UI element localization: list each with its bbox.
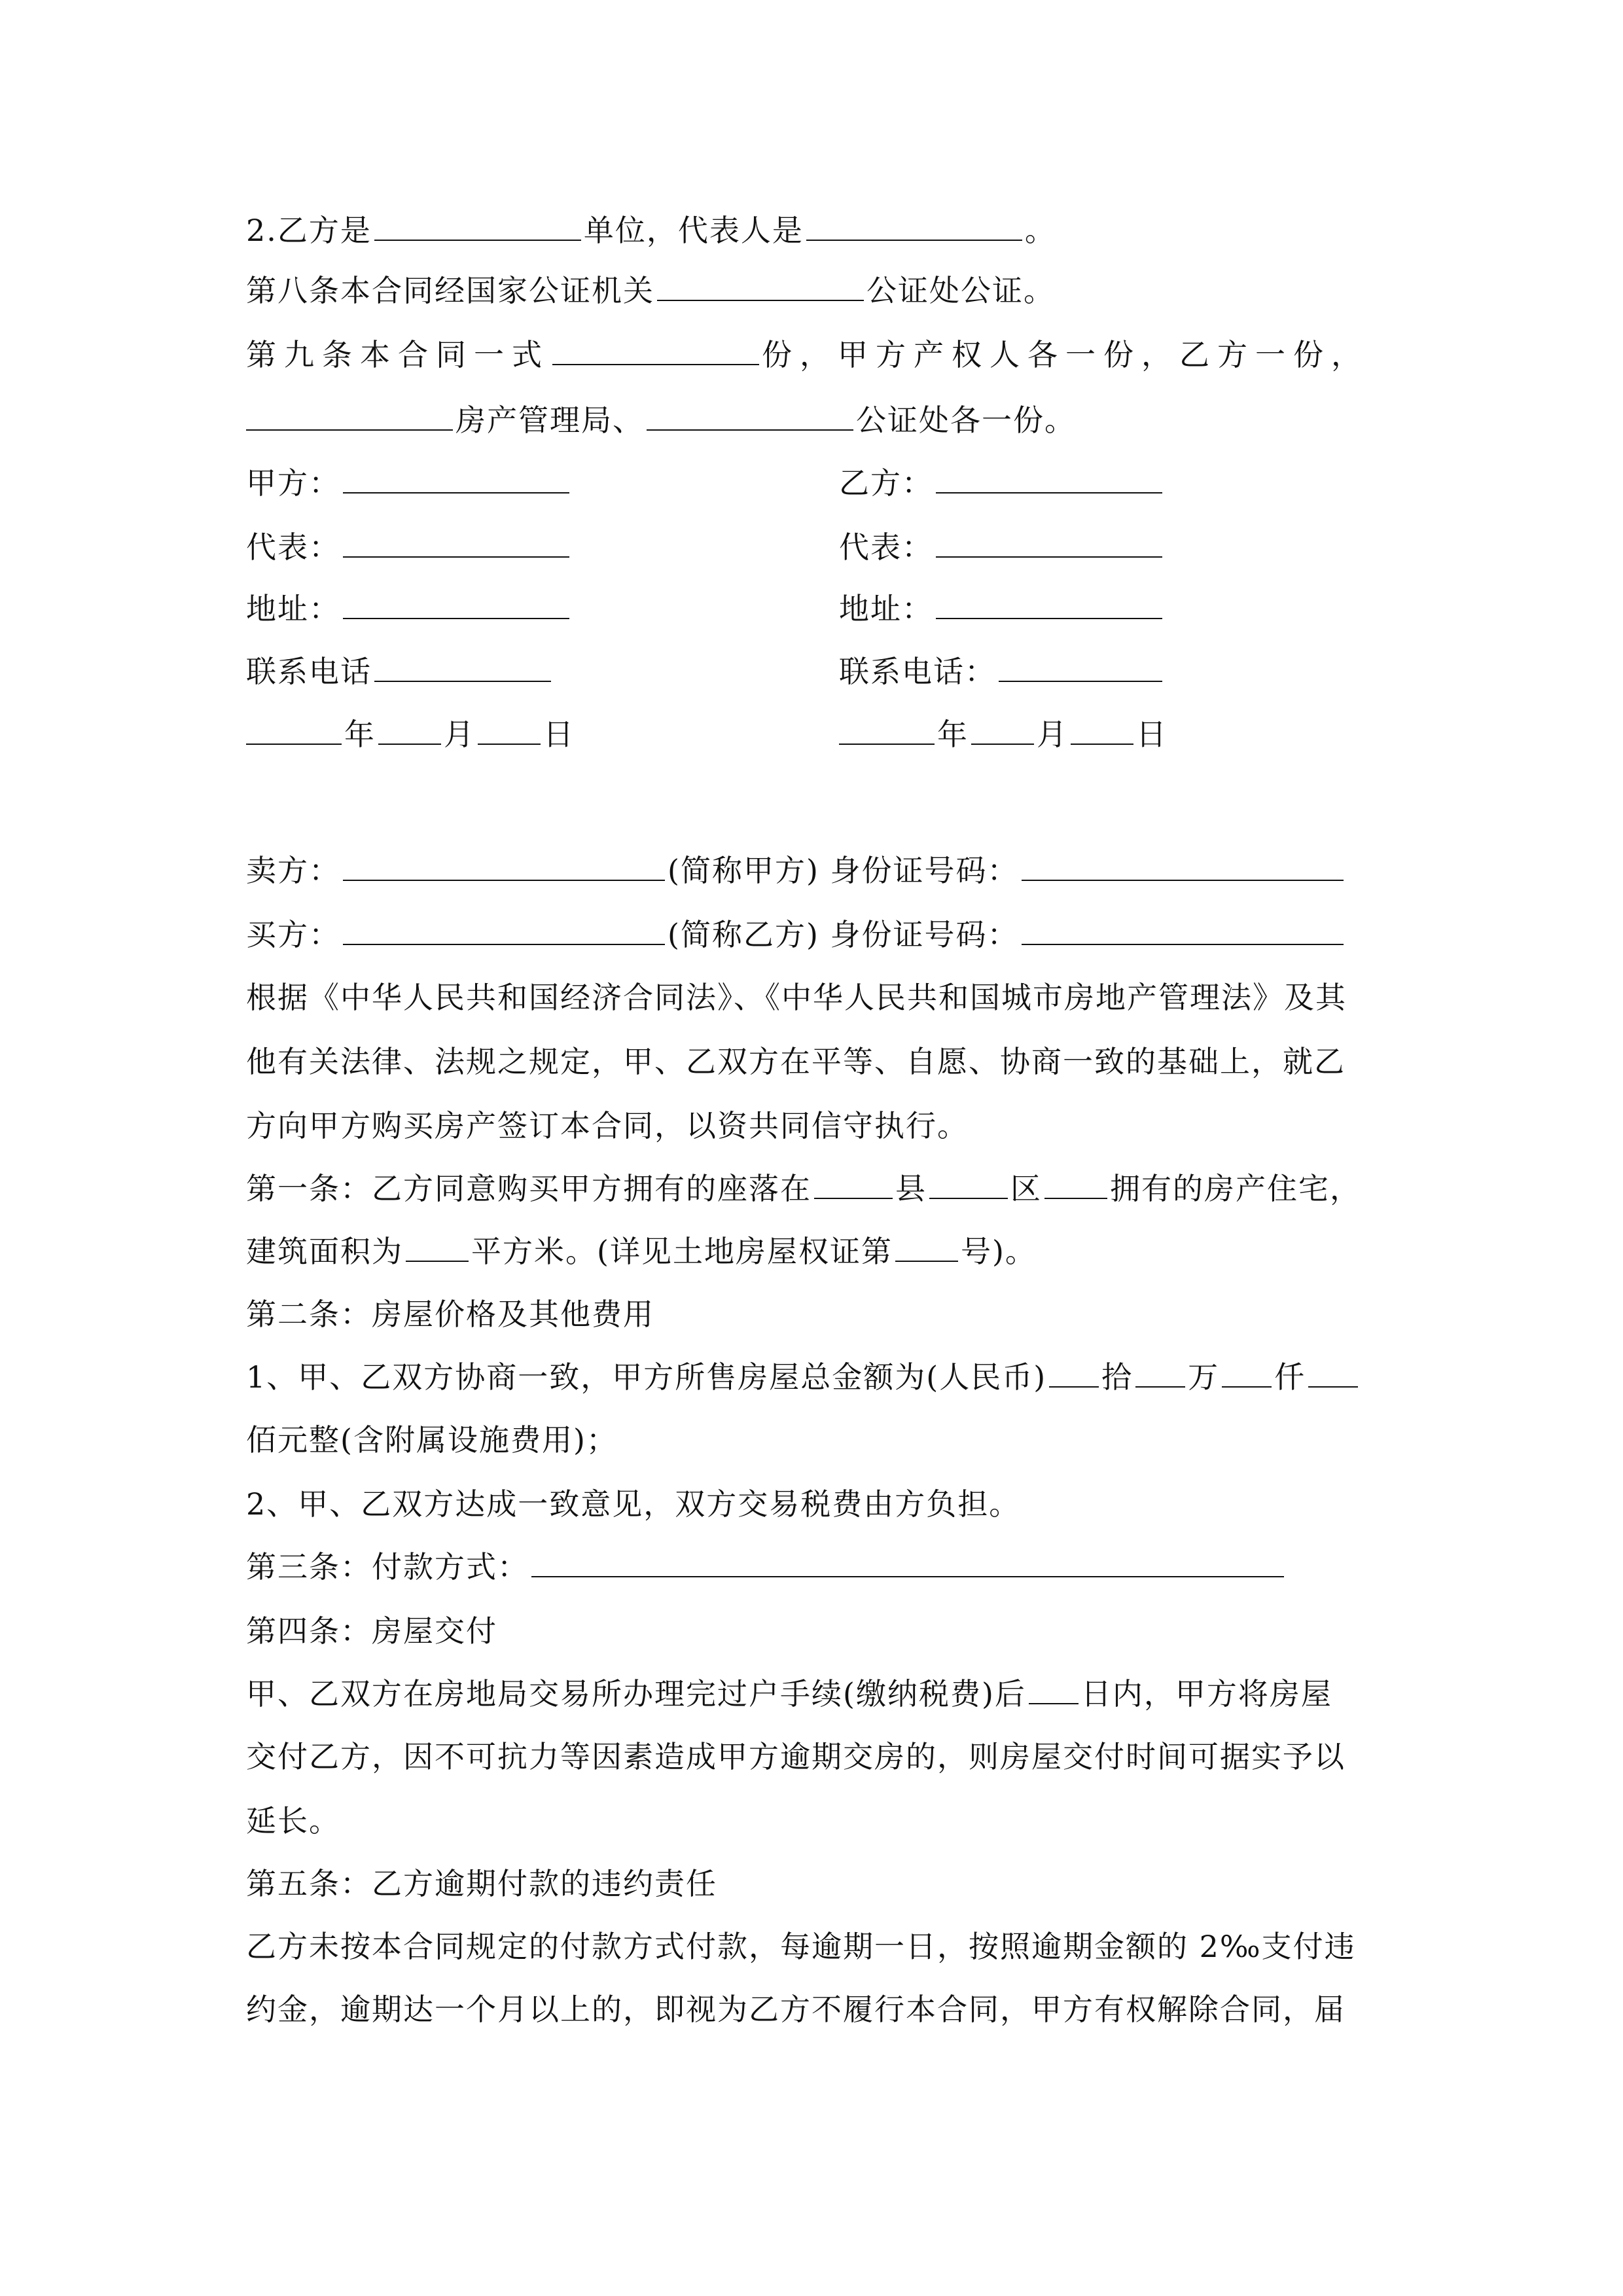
notary-office-text: 公证处各一份。 [856, 403, 1076, 438]
buyer-label: 买方： [246, 917, 340, 952]
article-8-text: 第八条本合同经国家公证机关 [246, 273, 654, 308]
sig-addr-b-label: 地址： [839, 591, 933, 626]
date-a-year-label: 年 [344, 717, 376, 752]
sig-addr-b-blank [936, 589, 1162, 619]
article-5-line-2: 约金，逾期达一个月以上的，即视为乙方不履行本合同，甲方有权解除合同，届 [246, 1992, 1346, 2027]
sig-tel-a-label: 联系电话 [246, 654, 372, 689]
date-a-month-label: 月 [444, 717, 475, 752]
article-8-line [246, 271, 1055, 310]
article-1-line-1 [246, 1169, 1361, 1208]
sig-party-b-label: 乙方： [839, 465, 933, 501]
buyer-line [246, 915, 1346, 954]
housing-bureau-blank [246, 401, 453, 431]
date-b-month-blank [971, 715, 1034, 745]
seller-id-blank [1022, 851, 1344, 881]
sig-addr-a-label: 地址： [246, 591, 340, 626]
article-9-text: 第九条本合同一式 [246, 337, 550, 372]
notary-blank [657, 271, 864, 301]
sig-party-a-label: 甲方： [246, 465, 340, 501]
delivery-text-end: 日内，甲方将房屋 [1080, 1676, 1332, 1712]
date-a-day-label: 日 [543, 717, 575, 752]
date-b-day-blank [1071, 715, 1133, 745]
sig-rep-a-blank [343, 528, 569, 558]
seller-abbr: (简称甲方) [668, 853, 819, 888]
price-bai-blank [1308, 1357, 1358, 1388]
article-4-line-3: 延长。 [246, 1803, 340, 1839]
price-shi-label: 拾 [1101, 1359, 1133, 1395]
intro-line-3: 方向甲方购买房产签订本合同，以资共同信守执行。 [246, 1108, 969, 1143]
sig-rep-line [246, 528, 933, 567]
article-2-2: 2、甲、乙双方达成一致意见，双方交易税费由方负担。 [246, 1486, 1021, 1522]
party-b-rep-label: 单位，代表人是 [583, 213, 804, 248]
seller-label: 卖方： [246, 853, 340, 888]
sig-party-b-blank [936, 463, 1162, 493]
copies-blank [552, 335, 759, 365]
price-qian-label: 仟 [1274, 1359, 1306, 1395]
price-qian-blank [1222, 1357, 1272, 1388]
date-a-day-blank [478, 715, 541, 745]
party-b-unit-label: 2.乙方是 [246, 213, 372, 248]
sig-tel-line [246, 652, 996, 691]
article-2-1-line-2: 佰元整(含附属设施费用)； [246, 1422, 618, 1458]
article-5-line-1: 乙方未按本合同规定的付款方式付款，每逾期一日，按照逾期金额的 2‰支付违 [246, 1929, 1356, 1964]
article-9-cont-line [246, 401, 1076, 440]
buyer-name-blank [343, 915, 665, 945]
area-label: 建筑面积为 [246, 1234, 403, 1269]
price-text: 1、甲、乙双方协商一致，甲方所售房屋总金额为(人民币) [246, 1359, 1047, 1395]
payment-method-label: 第三条：付款方式： [246, 1549, 529, 1585]
date-a-month-blank [378, 715, 441, 745]
price-shi-blank [1049, 1357, 1099, 1388]
date-a-year-blank [246, 715, 342, 745]
date-b-day-label: 日 [1136, 717, 1168, 752]
sig-party-line [246, 463, 933, 503]
date-b-month-label: 月 [1037, 717, 1068, 752]
sig-tel-b-blank [999, 652, 1162, 682]
seller-id-label: 身份证号码： [830, 853, 1019, 888]
sig-date-line [246, 715, 1168, 754]
price-wan-label: 万 [1188, 1359, 1220, 1395]
notary-office-blank [647, 401, 853, 431]
sig-addr-a-blank [343, 589, 569, 619]
party-b-unit-blank [374, 211, 581, 241]
period-mark: 。 [1024, 213, 1056, 248]
district-blank [929, 1169, 1008, 1199]
certificate-no-blank [895, 1232, 958, 1262]
buyer-id-blank [1022, 915, 1344, 945]
sig-rep-b-blank [936, 528, 1162, 558]
sig-tel-b-label: 联系电话： [839, 654, 996, 689]
location-blank [1044, 1169, 1107, 1199]
article-9-line [246, 335, 1369, 374]
delivery-days-blank [1029, 1674, 1079, 1704]
party-b-rep-blank [806, 211, 1022, 241]
sig-tel-a-blank [374, 652, 551, 682]
article-5-title: 第五条：乙方逾期付款的违约责任 [246, 1866, 717, 1901]
housing-bureau-text: 房产管理局、 [455, 403, 644, 438]
article-9-text-end: 份，甲方产权人各一份，乙方一份， [762, 337, 1369, 372]
sig-rep-a-label: 代表： [246, 529, 340, 565]
intro-line-1: 根据《中华人民共和国经济合同法》、《中华人民共和国城市房地产管理法》及其 [246, 980, 1347, 1015]
article-2-title: 第二条：房屋价格及其他费用 [246, 1297, 654, 1332]
sig-rep-b-label: 代表： [839, 529, 933, 565]
county-label: 县 [895, 1171, 927, 1206]
article-1-text: 第一条：乙方同意购买甲方拥有的座落在 [246, 1171, 812, 1206]
article-1-text-end: 拥有的房产住宅， [1110, 1171, 1361, 1206]
delivery-text: 甲、乙双方在房地局交易所办理完过户手续(缴纳税费)后 [246, 1676, 1026, 1712]
buyer-abbr: (简称乙方) [668, 917, 819, 952]
price-wan-blank [1135, 1357, 1185, 1388]
date-b-year-blank [839, 715, 935, 745]
area-blank [406, 1232, 469, 1262]
article-2-1-line-1 [246, 1357, 1361, 1397]
article-8-text-end: 公证处公证。 [866, 273, 1055, 308]
area-unit-text: 平方米。(详见土地房屋权证第 [471, 1234, 893, 1269]
seller-name-blank [343, 851, 665, 881]
article-4-title: 第四条：房屋交付 [246, 1613, 497, 1649]
sig-addr-line [246, 589, 933, 628]
article-1-line-2 [246, 1232, 1037, 1271]
intro-line-2: 他有关法律、法规之规定，甲、乙双方在平等、自愿、协商一致的基础上，就乙 [246, 1044, 1346, 1079]
sig-party-a-blank [343, 463, 569, 493]
article-3-line [246, 1547, 1287, 1587]
seller-line [246, 851, 1346, 890]
district-label: 区 [1010, 1171, 1042, 1206]
article-4-line-2: 交付乙方，因不可抗力等因素造成甲方逾期交房的，则房屋交付时间可据实予以 [246, 1739, 1346, 1774]
payment-method-blank [531, 1547, 1284, 1577]
article-4-line-1 [246, 1674, 1332, 1713]
certificate-end: 号)。 [960, 1234, 1037, 1269]
date-b-year-label: 年 [937, 717, 969, 752]
buyer-id-label: 身份证号码： [830, 917, 1019, 952]
party-b-unit-line [246, 211, 1056, 250]
county-blank [814, 1169, 893, 1199]
